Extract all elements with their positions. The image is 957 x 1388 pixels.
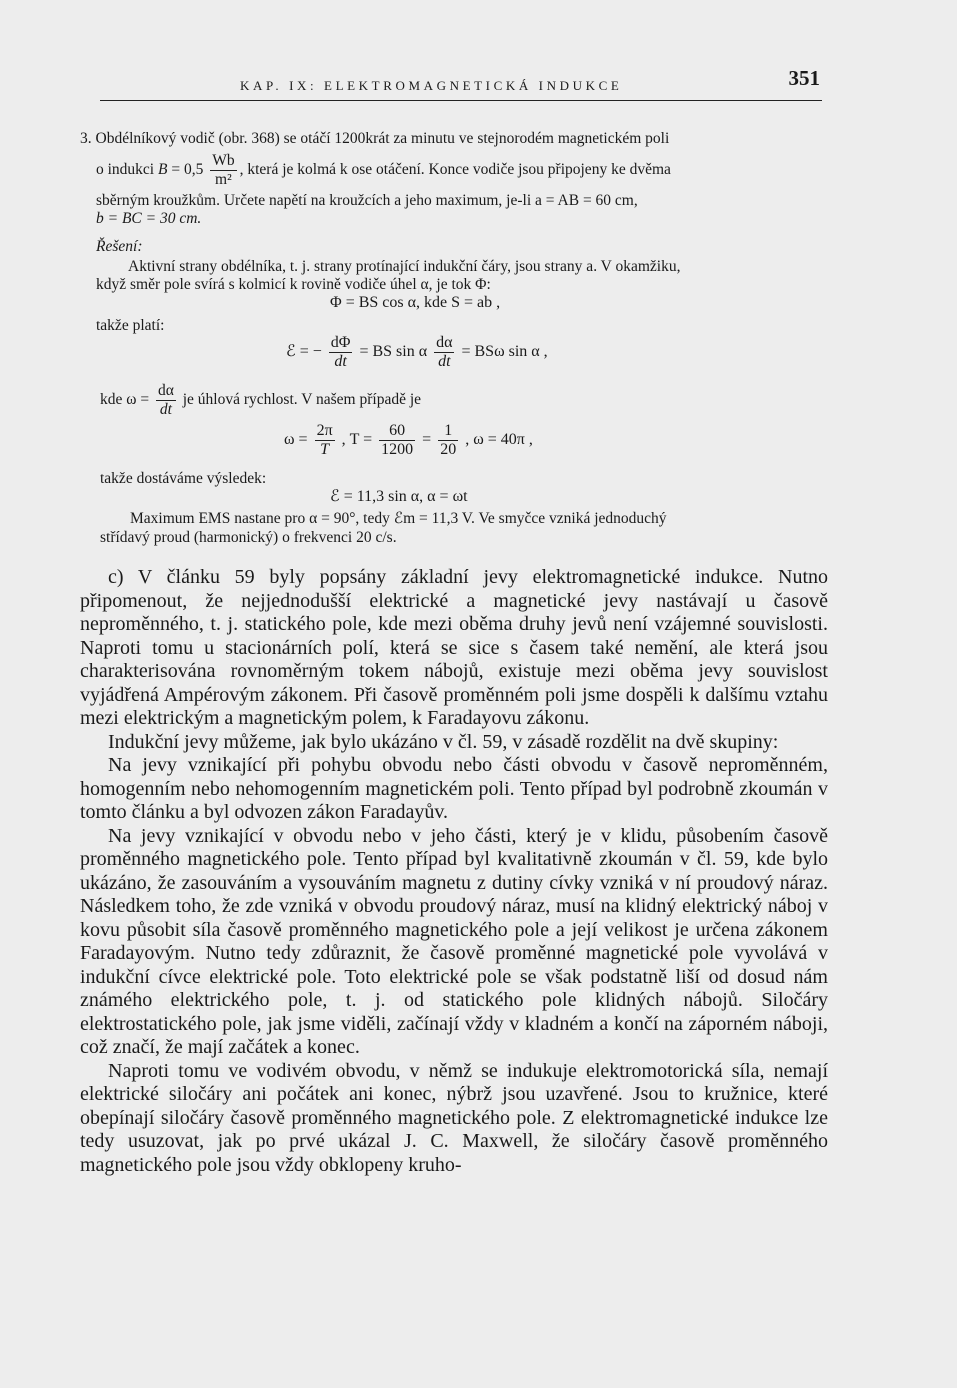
fraction-numerator: Wb xyxy=(212,152,235,169)
exercise-value: = 0,5 xyxy=(171,161,204,179)
exercise-text: , která je kolmá k ose otáčení. Konce vodiče jsou připojeny ke dvěma xyxy=(239,161,671,179)
paragraph-1: c) V článku 59 byly popsány základní jevy elektromagnetické indukce. Nutno připomenout, že nejjednodušší elektrické a magnetické jevy nastávají u časově neproměnného, t. j. statického pole, kde mezi oběma druhy jevů není vzájemné souvislosti. Naproti tomu u stacionárních polí, která se sice s časem také nemění, ale která jsou charakterisována rovnoměrným tokem nábojů, existuje mezi oběma jevy souvislost vyjádřená Ampérovým zákonem. Při časově proměnném poli jsme dospěli k dalšímu vztahu mezi elektrickým a magnetickým polem, k Faradayovu zákonu. xyxy=(80,566,828,729)
fraction-denominator: m² xyxy=(215,171,232,188)
fraction-60-1200 xyxy=(379,422,415,459)
solution-takze-plati: takže platí: xyxy=(96,317,165,334)
fraction-numerator: dα xyxy=(157,382,174,399)
fraction-denominator: 20 xyxy=(440,441,457,458)
fraction-numerator: dα xyxy=(436,334,453,351)
fraction-denominator: T xyxy=(320,441,330,458)
equation-flux: Φ = BS cos α, kde S = ab , xyxy=(330,294,501,311)
fraction-2pi-t xyxy=(315,422,335,459)
fraction-denominator: dt xyxy=(438,353,451,370)
fraction-numerator: 60 xyxy=(379,422,415,441)
solution-takze-dostavame: takže dostáváme výsledek: xyxy=(100,470,267,487)
fraction-numerator: 1 xyxy=(438,422,458,441)
fraction-dalpha-dt xyxy=(434,334,454,371)
eq-part: kde ω = xyxy=(100,391,150,409)
eq-part: = xyxy=(422,431,432,449)
fraction-1-20 xyxy=(438,422,458,459)
eq-part: ω = xyxy=(284,431,308,449)
exercise-line-4: b = BC = 30 cm. xyxy=(96,210,202,227)
eq-part: ℰ = − xyxy=(286,343,322,361)
paragraph-5: Naproti tomu ve vodivém obvodu, v němž se indukuje elektromotorická síla, nemají elektrické siločáry ani počátek ani konec, nýbrž jsou uzavřené. Jsou to kružnice, které obepínají siločáry časově proměnného magnetického pole. Z elektromagnetické indukce lze tedy usuzovat, jak po prvé ukázal J. C. Maxwell, že siločáry časově proměnného magnetického pole jsou vždy obklopeny kruho- xyxy=(80,1059,828,1176)
exercise-line-2 xyxy=(96,152,671,189)
paragraph-3: Na jevy vznikající při pohybu obvodu nebo části obvodu v časově neproměnném, homogenním nebo nehomogenním magnetickém poli. Tento případ byl podrobně zkoumán v tomto článku a byl odvozen zákon Faradayův. xyxy=(80,754,828,823)
fraction-denominator: dt xyxy=(159,401,172,418)
solution-kde-line xyxy=(100,382,421,419)
running-head: KAP. IX: ELEKTROMAGNETICKÁ INDUKCE xyxy=(240,78,623,93)
eq-part: , ω = 40π , xyxy=(465,431,533,449)
eq-part: = BSω sin α , xyxy=(461,343,548,361)
main-text xyxy=(80,566,828,1177)
exercise-line-1: 3. Obdélníkový vodič (obr. 368) se otáčí 1200krát za minutu ve stejnorodém magnetickém poli xyxy=(80,130,670,147)
paragraph-2: Indukční jevy můžeme, jak bylo ukázáno v čl. 59, v zásadě rozdělit na dvě skupiny: xyxy=(108,730,779,753)
solution-maximum-line-2: střídavý proud (harmonický) o frekvenci 20 c/s. xyxy=(100,529,397,546)
exercise-line-3: sběrným kroužkům. Určete napětí na kroužcích a jeho maximum, je-li a = AB = 60 cm, xyxy=(96,192,638,209)
eq-part: = BS sin α xyxy=(359,343,428,361)
solution-line-1: Aktivní strany obdélníka, t. j. strany protínající indukční čáry, jsou strany a. V okamžiku, xyxy=(128,258,681,275)
fraction-denominator: dt xyxy=(334,353,347,370)
exercise-text: o indukci xyxy=(96,161,155,179)
variable-b: B xyxy=(158,161,168,179)
equation-emf xyxy=(286,334,548,371)
fraction-dphi-dt xyxy=(329,334,353,371)
eq-part: , T = xyxy=(341,431,373,449)
fraction-omega xyxy=(156,382,176,419)
equation-result: ℰ = 11,3 sin α, α = ωt xyxy=(330,488,468,505)
paragraph-4: Na jevy vznikající v obvodu nebo v jeho části, který je v klidu, působením časově proměnného magnetického pole. Tento případ byl kvalitativně zkoumán v čl. 59, kde bylo ukázáno, že zasouváním a vysouváním magnetu z dutiny cívky vzniká v ní proudový náraz. Následkem toho, že zde vzniká v obvodu proudový náraz, musí na klidný elektrický náboj v kovu působit síla časově proměnného magnetického pole a její velikost je určena zákonem Faradayovým. Nutno tedy zdůraznit, že časově proměnné magnetické pole vyvolává v indukční cívce elektrické pole. Toto elektrické pole se však podstatně liší od dosud nám známého elektrického pole, t. j. od statického pole klidných nábojů. Siločáry elektrostatického pole, jak jsme viděli, začínají vždy v kladném a končí na záporném náboji, což značí, že mají začátek a konec. xyxy=(80,824,828,1058)
solution-maximum-line-1: Maximum EMS nastane pro α = 90°, tedy ℰm = 11,3 V. Ve smyčce vzniká jednoduchý xyxy=(130,510,667,527)
fraction-denominator: 1200 xyxy=(381,441,414,458)
equation-omega xyxy=(284,422,533,459)
solution-heading: Řešení: xyxy=(96,238,143,255)
fraction-numerator: 2π xyxy=(316,422,333,439)
unit-fraction xyxy=(210,152,236,189)
eq-part: je úhlová rychlost. V našem případě je xyxy=(182,391,422,409)
page-number: 351 xyxy=(788,66,820,90)
page-header xyxy=(100,66,822,101)
solution-line-2: když směr pole svírá s kolmicí k rovině vodiče úhel α, je tok Φ: xyxy=(96,276,491,293)
fraction-numerator: dΦ xyxy=(330,334,351,351)
